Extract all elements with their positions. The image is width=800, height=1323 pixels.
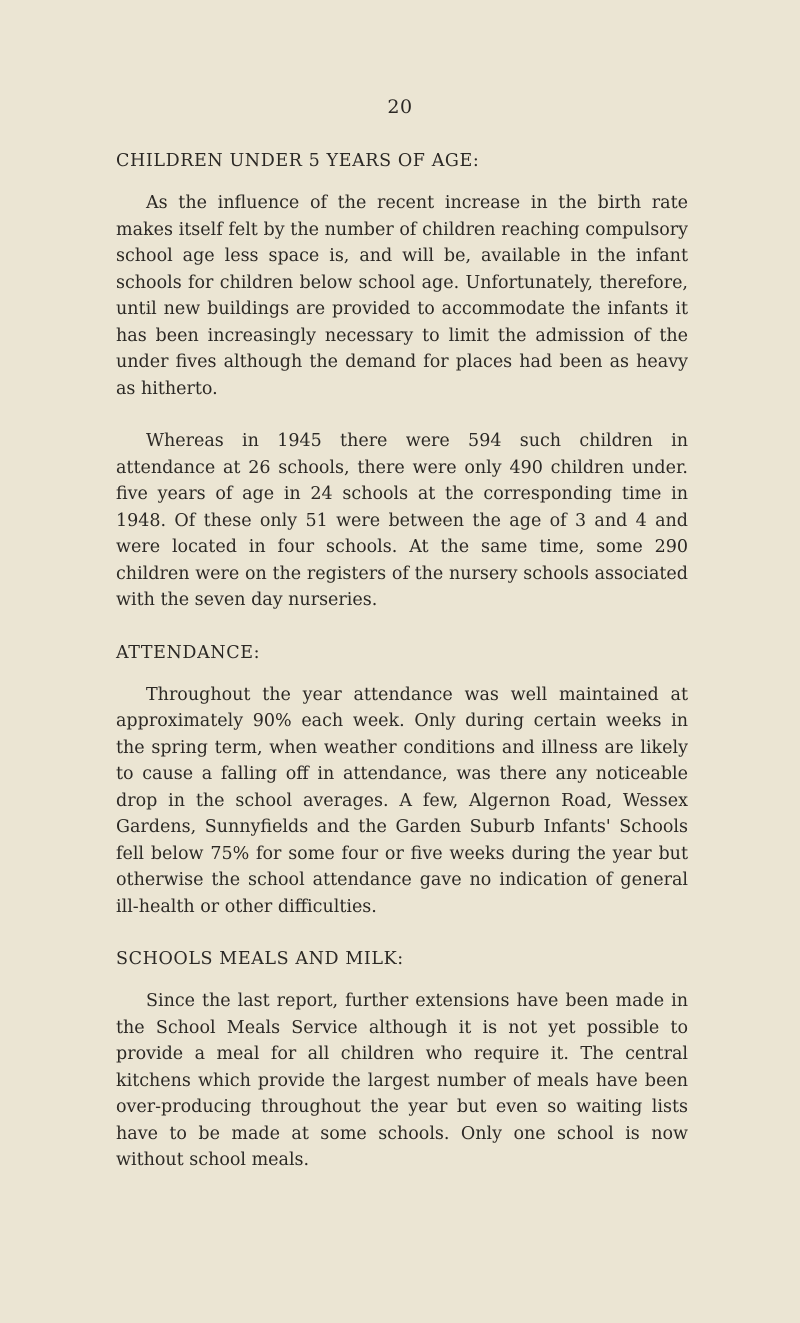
section-children-under-5 <box>116 150 688 614</box>
section-school-meals-and-milk <box>116 948 688 1174</box>
section-attendance <box>116 642 688 921</box>
section-heading: SCHOOLS MEALS AND MILK: <box>116 949 404 969</box>
section-heading: ATTENDANCE: <box>116 642 261 663</box>
section-heading: CHILDREN UNDER 5 YEARS OF AGE: <box>116 151 480 171</box>
paragraph: As the influence of the recent increase in the birth rate makes itself felt by the number of children reaching compulsory school age less space is, and will be, available in the infant schools for children below school age. Unfortunately, therefore, until new buildings are provided to accommodate the infants it has been increasingly necessary to limit the admission of the under fives although the demand for places had been as heavy as hitherto. <box>116 193 688 399</box>
page-number: 20 <box>387 96 413 118</box>
page-body <box>116 150 688 1174</box>
paragraph: Throughout the year attendance was well maintained at approximately 90% each week. Only during certain weeks in the spring term, when weather conditions and illness are likely to cause a falling off in attendance, was there any noticeable drop in the school averages. A few, Algernon Road, Wessex Gardens, Sunnyfields and the Garden Suburb Infants' Schools fell below 75% for some four or five weeks during the year but otherwise the school attendance gave no indication of general ill-health or other difficulties. <box>116 684 688 917</box>
paragraph: Since the last report, further extensions have been made in the School Meals Service although it is not yet possible to provide a meal for all children who require it. The central kitchens which provide the largest number of meals have been over-producing throughout the year but even so waiting lists have to be made at some schools. Only one school is now without school meals. <box>116 991 688 1170</box>
paragraph: Whereas in 1945 there were 594 such children in attendance at 26 schools, there were only 490 children under. five years of age in 24 schools at the corresponding time in 1948. Of these only 51 were between the age of 3 and 4 and were located in four schools. At the same time, some 290 children were on the registers of the nursery schools associated with the seven day nurseries. <box>116 431 688 610</box>
